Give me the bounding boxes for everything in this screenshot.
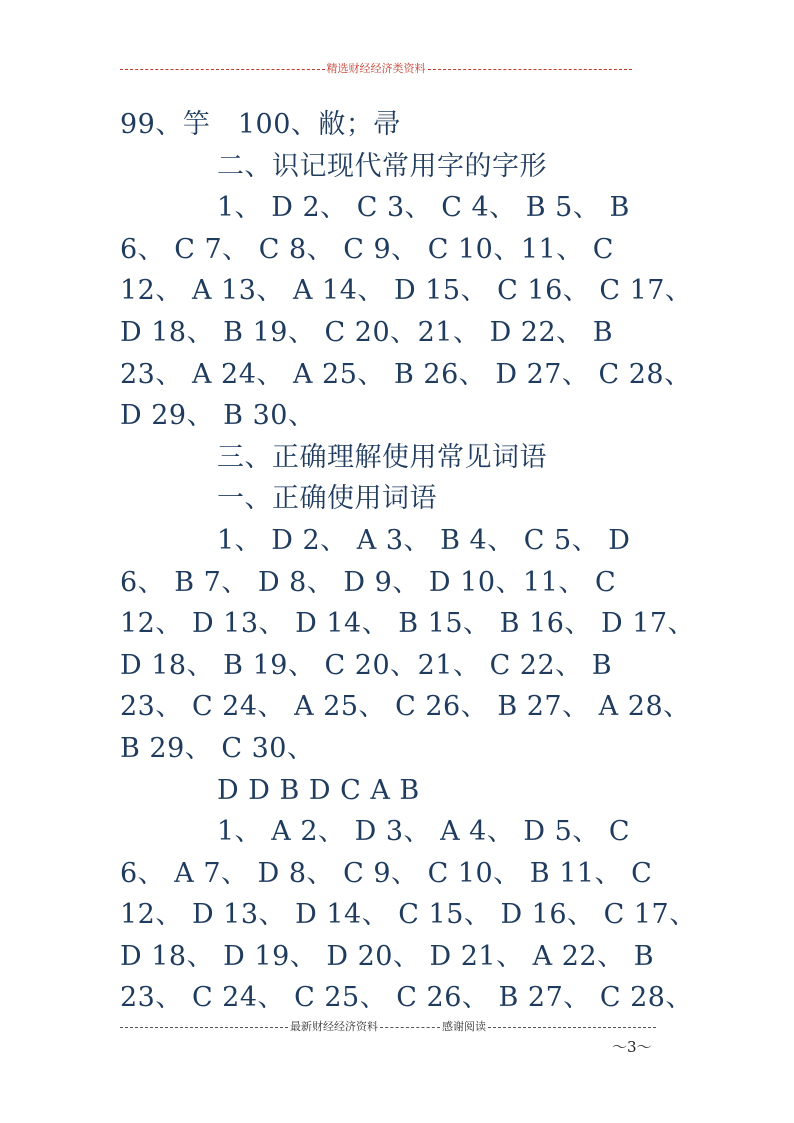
text-line: D 18、 B 19、 C 20、21、 D 22、 B bbox=[120, 316, 614, 348]
header-rule-right bbox=[428, 69, 633, 70]
text-line: 1、 A 2、 D 3、 A 4、 D 5、 C bbox=[217, 816, 631, 848]
text-line: D D B D C A B bbox=[217, 774, 420, 806]
text-line: 6、 A 7、 D 8、 C 9、 C 10、 B 11、 C bbox=[120, 857, 653, 889]
text-line: 12、 D 13、 D 14、 C 15、 D 16、 C 17、 bbox=[120, 899, 697, 931]
text-line: 23、 C 24、 C 25、 C 26、 B 27、 C 28、 bbox=[120, 982, 693, 1014]
page-number: ～3～ bbox=[612, 1038, 652, 1056]
text-line: 12、 D 13、 D 14、 B 15、 B 16、 D 17、 bbox=[120, 608, 696, 640]
text-line: B 29、 C 30、 bbox=[120, 732, 315, 764]
text-line: 23、 C 24、 A 25、 C 26、 B 27、 A 28、 bbox=[120, 691, 691, 723]
text-line: 6、 B 7、 D 8、 D 9、 D 10、11、 C bbox=[120, 566, 617, 598]
text-line: 三、正确理解使用常见词语 bbox=[217, 441, 547, 473]
footer-rule-left bbox=[120, 1027, 288, 1028]
text-line: 1、 D 2、 A 3、 B 4、 C 5、 D bbox=[217, 524, 631, 556]
footer-right-text: 感谢阅读 bbox=[442, 1020, 486, 1033]
text-line: 一、正确使用词语 bbox=[217, 483, 437, 515]
text-line: D 29、 B 30、 bbox=[120, 400, 316, 432]
text-line: D 18、 D 19、 D 20、 D 21、 A 22、 B bbox=[120, 940, 655, 972]
text-line: 二、识记现代常用字的字形 bbox=[217, 150, 547, 182]
text-line: 6、 C 7、 C 8、 C 9、 C 10、11、 C bbox=[120, 233, 614, 265]
text-line: 23、 A 24、 A 25、 B 26、 D 27、 C 28、 bbox=[120, 358, 692, 390]
text-line: 99、竽 100、敝；帚 bbox=[120, 109, 401, 140]
text-line: 1、 D 2、 C 3、 C 4、 B 5、 B bbox=[217, 192, 630, 224]
text-line: 12、 A 13、 A 14、 D 15、 C 16、 C 17、 bbox=[120, 275, 693, 307]
page-footer bbox=[120, 1019, 656, 1035]
footer-left-text: 最新财经经济资料 bbox=[290, 1020, 378, 1033]
footer-rule-middle bbox=[380, 1027, 440, 1028]
document-body bbox=[120, 104, 730, 1019]
page-header bbox=[120, 61, 632, 77]
footer-rule-right bbox=[488, 1027, 656, 1028]
text-line: D 18、 B 19、 C 20、21、 C 22、 B bbox=[120, 649, 613, 681]
header-title: 精选财经经济类资料 bbox=[326, 62, 426, 75]
header-rule-left bbox=[120, 69, 325, 70]
